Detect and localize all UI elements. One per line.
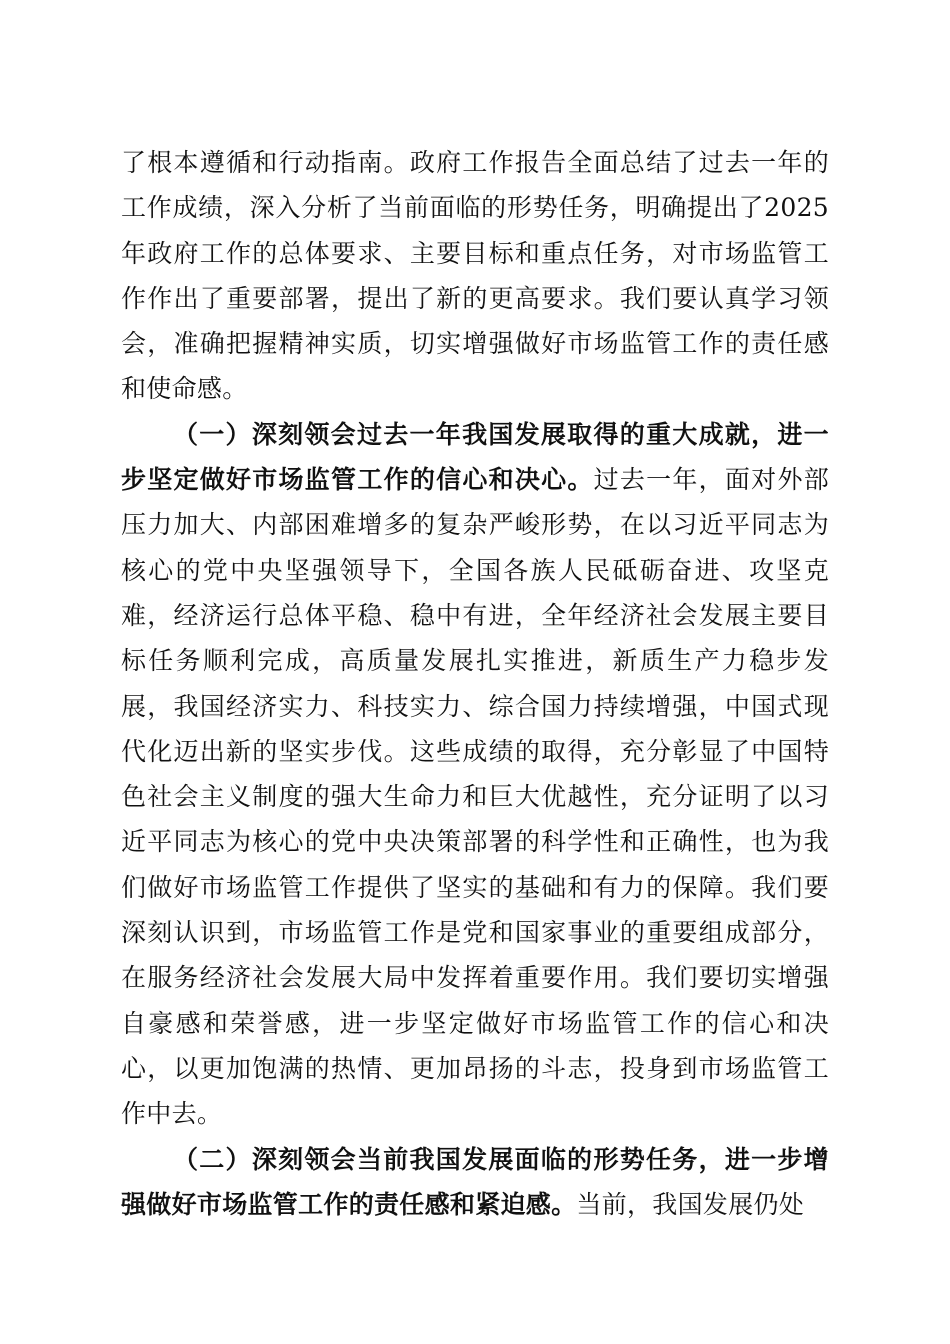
paragraph-intro-text: 了根本遵循和行动指南。政府工作报告全面总结了过去一年的工作成绩，深入分析了当前面临的形势任务，明确提出了2025年政府工作的总体要求、主要目标和重点任务，对市场监管工作作出了重要部署，提出了新的更高要求。我们要认真学习领会，准确把握精神实质，切实增强做好市场监管工作的责任感和使命感。 — [121, 148, 829, 404]
section-two-text: 当前，我国发展仍处 — [576, 1189, 805, 1219]
document-body — [121, 140, 829, 1227]
paragraph-section-one — [121, 412, 829, 1137]
section-two-heading: （二）深刻领会当前我国发展面临的形势任务，进一步增强做好市场监管工作的责任感和紧迫感。 — [121, 1144, 829, 1219]
section-one-heading: （一）深刻领会过去一年我国发展取得的重大成就，进一步坚定做好市场监管工作的信心和决心。 — [121, 419, 829, 495]
paragraph-intro — [121, 140, 829, 412]
paragraph-section-two — [121, 1137, 829, 1228]
section-one-text: 过去一年，面对外部压力加大、内部困难增多的复杂严峻形势，在以习近平同志为核心的党中央坚强领导下，全国各族人民砥砺奋进、攻坚克难，经济运行总体平稳、稳中有进，全年经济社会发展主要目标任务顺利完成，高质量发展扎实推进，新质生产力稳步发展，我国经济实力、科技实力、综合国力持续增强，中国式现代化迈出新的坚实步伐。这些成绩的取得，充分彰显了中国特色社会主义制度的强大生命力和巨大优越性，充分证明了以习近平同志为核心的党中央决策部署的科学性和正确性，也为我们做好市场监管工作提供了坚实的基础和有力的保障。我们要深刻认识到，市场监管工作是党和国家事业的重要组成部分，在服务经济社会发展大局中发挥着重要作用。我们要切实增强自豪感和荣誉感，进一步坚定做好市场监管工作的信心和决心，以更加饱满的热情、更加昂扬的斗志，投身到市场监管工作中去。 — [121, 465, 830, 1129]
